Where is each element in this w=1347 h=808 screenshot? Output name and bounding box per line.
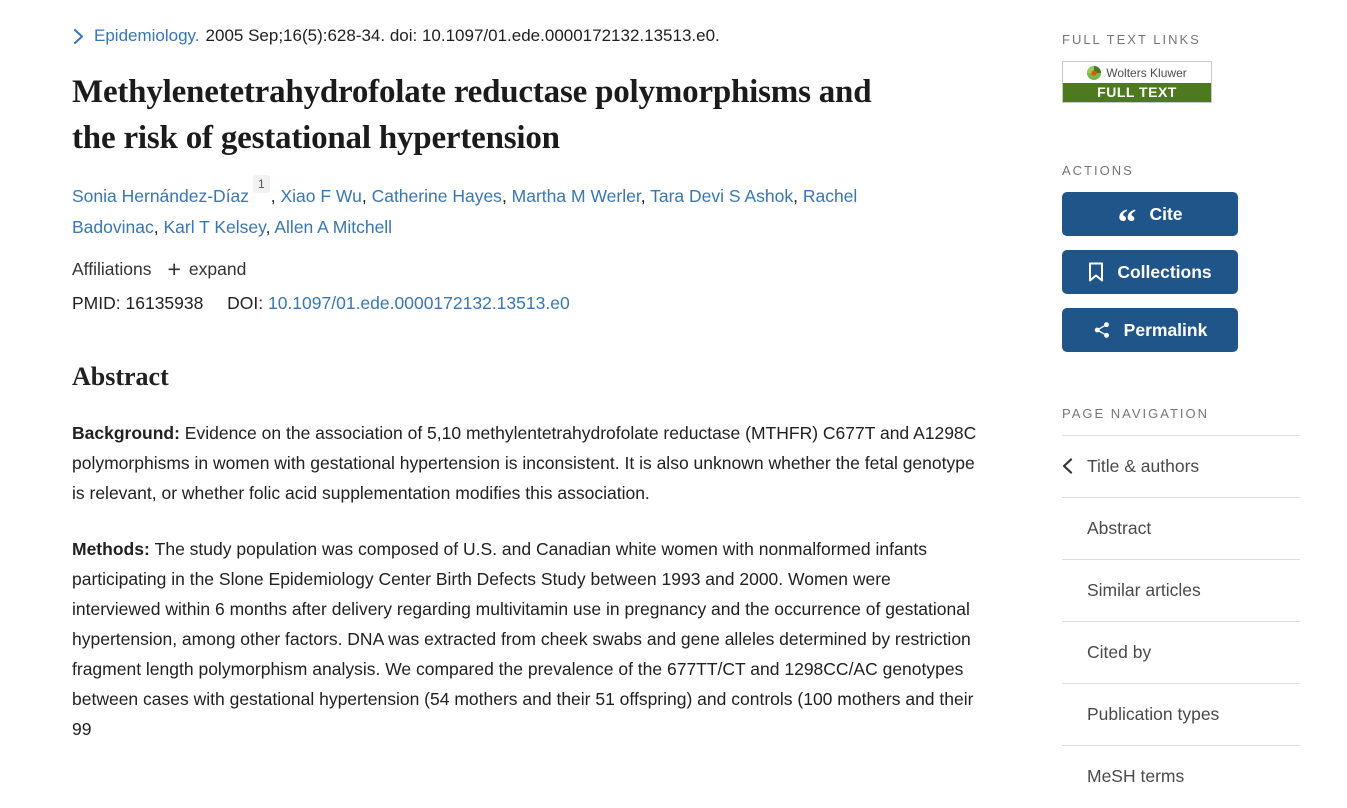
full-text-label: FULL TEXT xyxy=(1063,83,1211,102)
chevron-left-icon xyxy=(1062,458,1073,479)
bookmark-icon xyxy=(1088,262,1104,282)
abstract-section-label: Methods: xyxy=(72,539,155,560)
expand-affiliations-button[interactable]: expand xyxy=(188,259,247,280)
article-sidebar xyxy=(1062,0,1306,807)
actions-heading: ACTIONS xyxy=(1062,163,1134,178)
author-link[interactable]: Sonia Hernández-Díaz xyxy=(72,186,250,207)
nav-item-label: Publication types xyxy=(1087,704,1220,724)
collections-button-label: Collections xyxy=(1117,261,1212,282)
author-separator: , xyxy=(265,216,275,237)
nav-item-publication-types[interactable] xyxy=(1062,684,1300,745)
author-link[interactable]: Martha M Werler xyxy=(511,186,641,207)
full-text-provider-button[interactable] xyxy=(1062,61,1212,103)
nav-item-similar-articles[interactable] xyxy=(1062,560,1300,621)
wolters-kluwer-logo-icon xyxy=(1087,66,1101,80)
page-navigation-heading: PAGE NAVIGATION xyxy=(1062,406,1210,421)
abstract-paragraph: Background: Evidence on the association of 5,10 methylentetrahydrofolate reductase (MTHFR) C677T and A1298C polymorphisms in women with gestational hypertension is inconsistent. It is also unknown whether the fetal genotype is relevant, or whether folic acid supplementation modifies this association. xyxy=(72,423,977,504)
cite-button-label: Cite xyxy=(1149,203,1183,224)
author-link[interactable]: Tara Devi S Ashok xyxy=(650,186,794,207)
article-main-column xyxy=(72,0,982,807)
affiliations-row xyxy=(72,258,982,281)
author-link[interactable]: Xiao F Wu xyxy=(280,186,362,207)
journal-link[interactable]: Epidemiology. xyxy=(94,26,200,45)
citation-detail: 2005 Sep;16(5):628-34. doi: 10.1097/01.ede.0000172132.13513.e0. xyxy=(205,26,720,45)
author-link[interactable]: Catherine Hayes xyxy=(371,186,502,207)
nav-item-cited-by[interactable] xyxy=(1062,622,1300,683)
provider-logo-row xyxy=(1063,62,1211,83)
abstract-paragraph: Methods: The study population was composed of U.S. and Canadian white women with nonmalformed infants participating in the Slone Epidemiology Center Birth Defects Study between 1993 and 2000. Women were interviewed within 6 months after delivery regarding multivitamin use in pregnancy and the occurrence of gestational hypertension, among other factors. DNA was extracted from cheek swabs and gene alleles determined by restriction fragment length polymorphism analysis. We compared the prevalence of the 677TT/CT and 1298CC/AC genotypes between cases with gestational hypertension (54 mothers and their 51 offspring) and controls (100 mothers and their 99 xyxy=(72,539,974,740)
actions-section xyxy=(1062,163,1306,352)
pmid-value: 16135938 xyxy=(125,293,204,314)
author-separator: , xyxy=(153,216,164,237)
nav-item-label: Abstract xyxy=(1087,518,1152,538)
full-text-links-heading: FULL TEXT LINKS xyxy=(1062,32,1201,47)
nav-item-label: MeSH terms xyxy=(1087,766,1185,786)
affiliations-label: Affiliations xyxy=(72,259,152,280)
collections-button[interactable] xyxy=(1062,250,1238,294)
pmid-label: PMID: xyxy=(72,293,121,314)
article-title: Methylenetetrahydrofolate reductase polymorphisms and the risk of gestational hypertension xyxy=(72,74,872,156)
author-separator: , xyxy=(501,186,512,207)
chevron-right-icon[interactable] xyxy=(72,29,85,44)
author-separator: , xyxy=(793,186,803,207)
permalink-button-label: Permalink xyxy=(1123,319,1208,340)
doi-link[interactable]: 10.1097/01.ede.0000172132.13513.e0 xyxy=(267,293,570,314)
page-navigation-section xyxy=(1062,406,1306,807)
identifiers-row xyxy=(72,293,982,314)
author-list xyxy=(72,177,932,242)
abstract-heading: Abstract xyxy=(72,362,169,392)
abstract-section-label: Background: xyxy=(72,423,185,444)
share-icon xyxy=(1093,321,1111,339)
author-link[interactable]: Karl T Kelsey xyxy=(163,216,266,237)
plus-icon[interactable]: + xyxy=(167,256,181,283)
permalink-button[interactable] xyxy=(1062,308,1238,352)
author-link[interactable]: Rachel Badovinac xyxy=(72,186,858,237)
author-separator: , xyxy=(361,186,372,207)
cite-button[interactable]: “ Cite xyxy=(1062,192,1238,236)
author-separator: , xyxy=(640,186,651,207)
nav-item-label: Cited by xyxy=(1087,642,1152,662)
provider-name: Wolters Kluwer xyxy=(1106,65,1187,80)
page-navigation-list xyxy=(1062,435,1306,807)
author-affiliation-superscript[interactable]: 1 xyxy=(253,175,270,193)
nav-item-abstract[interactable] xyxy=(1062,498,1300,559)
journal-citation xyxy=(72,26,982,46)
nav-item-label: Similar articles xyxy=(1087,580,1201,600)
abstract-body xyxy=(72,418,982,744)
nav-item-mesh-terms[interactable] xyxy=(1062,746,1300,807)
author-link[interactable]: Allen A Mitchell xyxy=(274,216,393,237)
nav-item-label: Title & authors xyxy=(1087,456,1200,476)
nav-item-title-authors[interactable] xyxy=(1062,436,1300,497)
doi-label: DOI: xyxy=(227,293,264,314)
author-separator: , xyxy=(270,186,281,207)
